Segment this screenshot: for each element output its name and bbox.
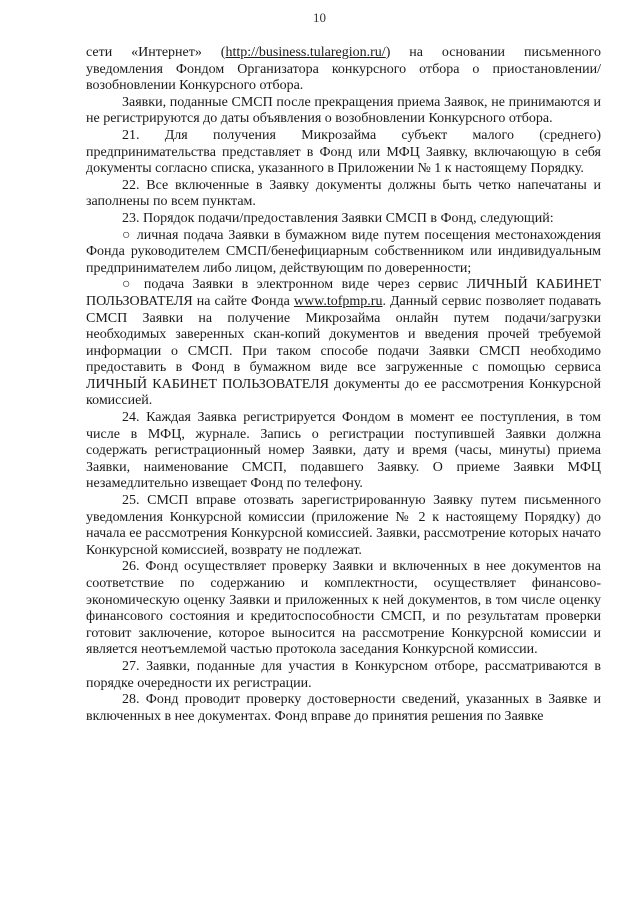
paragraph-21: [86, 128, 601, 178]
paragraph-text: 26. Фонд осуществляет проверку Заявки и включенных в нее документов на соответствие по содержанию и комплектности, осуществляет финансово-экономическую оценку Заявки и приложенных к ней документов, в том числе оценку финансового состояния и кредитоспособности СМСП, и по результатам проверки готовит заключение, которое выносится на рассмотрение Конкурсной комиссии и является неотъемлемой частью протокола заседания Конкурсной комиссии.: [86, 559, 601, 658]
paragraph-23a: [86, 228, 601, 278]
paragraph-text: ○ личная подача Заявки в бумажном виде путем посещения местонахождения Фонда руководителем СМСП/бенефициарным собственником или индивидуальным предпринимателем либо лицом, действующим по доверенности;: [86, 227, 601, 276]
paragraph-text: 22. Все включенные в Заявку документы должны быть четко напечатаны и заполнены по всем пунктам.: [86, 177, 601, 210]
page-number: 10: [313, 10, 326, 25]
paragraph-text: сети «Интернет» (: [86, 45, 226, 60]
paragraph-25: [86, 493, 601, 559]
paragraph-text: Заявки, поданные СМСП после прекращения приема Заявок, не принимаются и не регистрируются до даты объявления о возобновлении Конкурсного отбора.: [86, 94, 601, 127]
paragraph-text: 24. Каждая Заявка регистрируется Фондом в момент ее поступления, в том числе в МФЦ, журнале. Запись о регистрации поступившей Заявки должна содержать регистрационный номер Заявки, дату и время (часы, минуты) приема Заявки, наименование СМСП, подавшего Заявку. О приеме Заявки МФЦ незамедлительно извещает Фонд по телефону.: [86, 410, 601, 492]
link-text[interactable]: www.tofpmp.ru: [293, 293, 383, 309]
paragraph-text: 25. СМСП вправе отозвать зарегистрированную Заявку путем письменного уведомления Конкурсной комиссии (приложение № 2 к настоящему Порядку) до начала ее рассмотрения Конкурсной комиссией. Заявки, рассмотрение которых начато Конкурсной комиссией, возврату не подлежат.: [86, 493, 601, 558]
paragraph-24: [86, 410, 601, 493]
paragraph-23b: [86, 277, 601, 410]
paragraph-22: [86, 178, 601, 211]
paragraph-text: ○ подача Заявки в электронном виде через сервис ЛИЧНЫЙ КАБИНЕТ ПОЛЬЗОВАТЕЛЯ на сайте Фонда: [86, 277, 601, 309]
paragraph-26: [86, 559, 601, 659]
document-body: [86, 45, 601, 725]
paragraph-cont: [86, 45, 601, 95]
paragraph-28: [86, 692, 601, 725]
paragraph-text: 27. Заявки, поданные для участия в Конкурсном отборе, рассматриваются в порядке очередности их регистрации.: [86, 658, 601, 691]
paragraph-23: [86, 211, 601, 228]
paragraph-text: 23. Порядок подачи/предоставления Заявки СМСП в Фонд, следующий:: [122, 210, 554, 226]
paragraph-text: ) на основании письменного уведомления Фондом Организатора конкурсного отбора о приостановлении/возобновлении Конкурсного отбора.: [86, 45, 601, 94]
paragraph-zayavki: [86, 95, 601, 128]
link-text[interactable]: http://business.tularegion.ru/: [225, 45, 386, 60]
paragraph-27: [86, 659, 601, 692]
paragraph-text: 28. Фонд проводит проверку достоверности сведений, указанных в Заявке и включенных в нее документах. Фонд вправе до принятия решения по Заявке: [86, 692, 601, 724]
paragraph-text: 21. Для получения Микрозайма субъект малого (среднего) предпринимательства представляет в Фонд или МФЦ Заявку, включающую в себя документы согласно списка, указанного в Приложении № 1 к настоящему Порядку.: [86, 127, 601, 177]
paragraph-text: . Данный сервис позволяет подавать СМСП Заявки на получение Микрозайма онлайн путем подачи/загрузки необходимых заверенных скан-копий документов и введения прочей требуемой информации о СМСП. При таком способе подачи Заявки СМСП необходимо предоставить в Фонд в бумажном виде все загруженные с помощью сервиса ЛИЧНЫЙ КАБИНЕТ ПОЛЬЗОВАТЕЛЯ документы до ее рассмотрения Конкурсной комиссией.: [86, 293, 601, 409]
